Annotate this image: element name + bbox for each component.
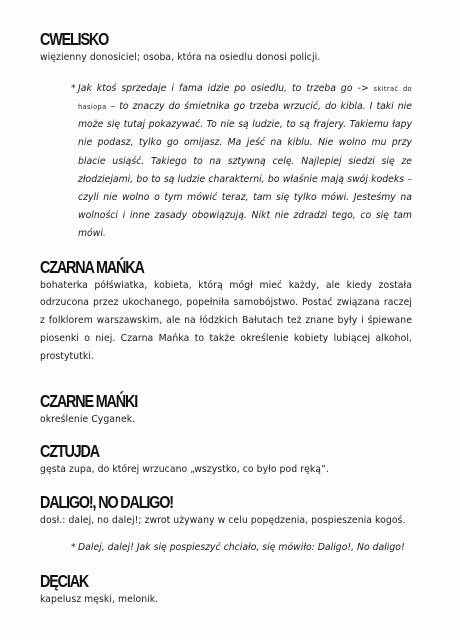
headword: CZARNE MAŃKI: [40, 390, 138, 411]
example-quote: [71, 80, 412, 244]
definition: więzienny donosiciel; osoba, która na osiedlu donosi policji.: [40, 52, 321, 63]
headword: DĘCIAK: [40, 571, 89, 592]
asterisk-marker: *: [71, 542, 76, 553]
example-text: Dalej, dalej! Jak się pospieszyć chciało, się mówiło: Daligo!, No daligo!: [78, 542, 405, 553]
headword: DALIGO!, NO DALIGO!: [40, 492, 173, 513]
entry-cztujda: [40, 441, 412, 479]
example-text-part2: – to znaczy do śmietnika go trzeba wrzucić, do kibla. I taki nie może się tutaj pokazywać. To nie są ludzie, to są frajery. Takiemu łapy nie podasz, tylko go omijasz. Ma jeść na kiblu. Nie wolno mu przy blacie usiąść. Takiego to na sztywną celę. Najlepiej siedzi się ze złodziejami, bo to są ludzie charakterni, bo właśnie mają swój kodeks – czyli nie wolno o tym mówić teraz, tam się tylko mówi. Jesteśmy na wolności i inne zasady obowiązują. Nikt nie zdradzi tego, co się tam mówi.: [78, 101, 412, 240]
headword: CWELISKO: [40, 29, 109, 49]
cross-reference: skitrać do hasiopa: [78, 84, 412, 111]
entry-czarne-manki: [40, 391, 412, 429]
example-text-part1: Jak ktoś sprzedaje i fama idzie po osiedlu, to trzeba go ->: [78, 82, 369, 94]
entry-cwelisko: [40, 29, 412, 244]
asterisk-marker: *: [71, 82, 76, 94]
entry-czarna-manka: [40, 257, 412, 366]
entry-deciak: [40, 571, 412, 609]
definition: gęsta zupa, do której wrzucano „wszystko, co było pod ręką”.: [40, 464, 329, 476]
example-quote: [71, 539, 412, 557]
definition: kapelusz męski, melonik.: [40, 594, 159, 606]
definition: dosł.: dalej, no dalej!; zwrot używany w celu popędzenia, pospieszenia kogoś.: [40, 515, 406, 527]
headword: CZTUJDA: [40, 441, 99, 462]
headword: CZARNA MAŃKA: [40, 256, 144, 277]
entry-daligo: [40, 492, 412, 557]
definition: bohaterka półświatka, kobieta, którą mógł mieć każdy, ale kiedy została odrzucona przez ukochanego, popełniła samobójstwo. Postać związana raczej z folklorem warszawskim, ale na łódzkich Bałutach też znane były i śpiewane piosenki o niej. Czarna Mańka to także określenie kobiety lubiącej alkohol, prostytutki.: [40, 279, 412, 362]
definition: określenie Cyganek.: [40, 413, 136, 425]
